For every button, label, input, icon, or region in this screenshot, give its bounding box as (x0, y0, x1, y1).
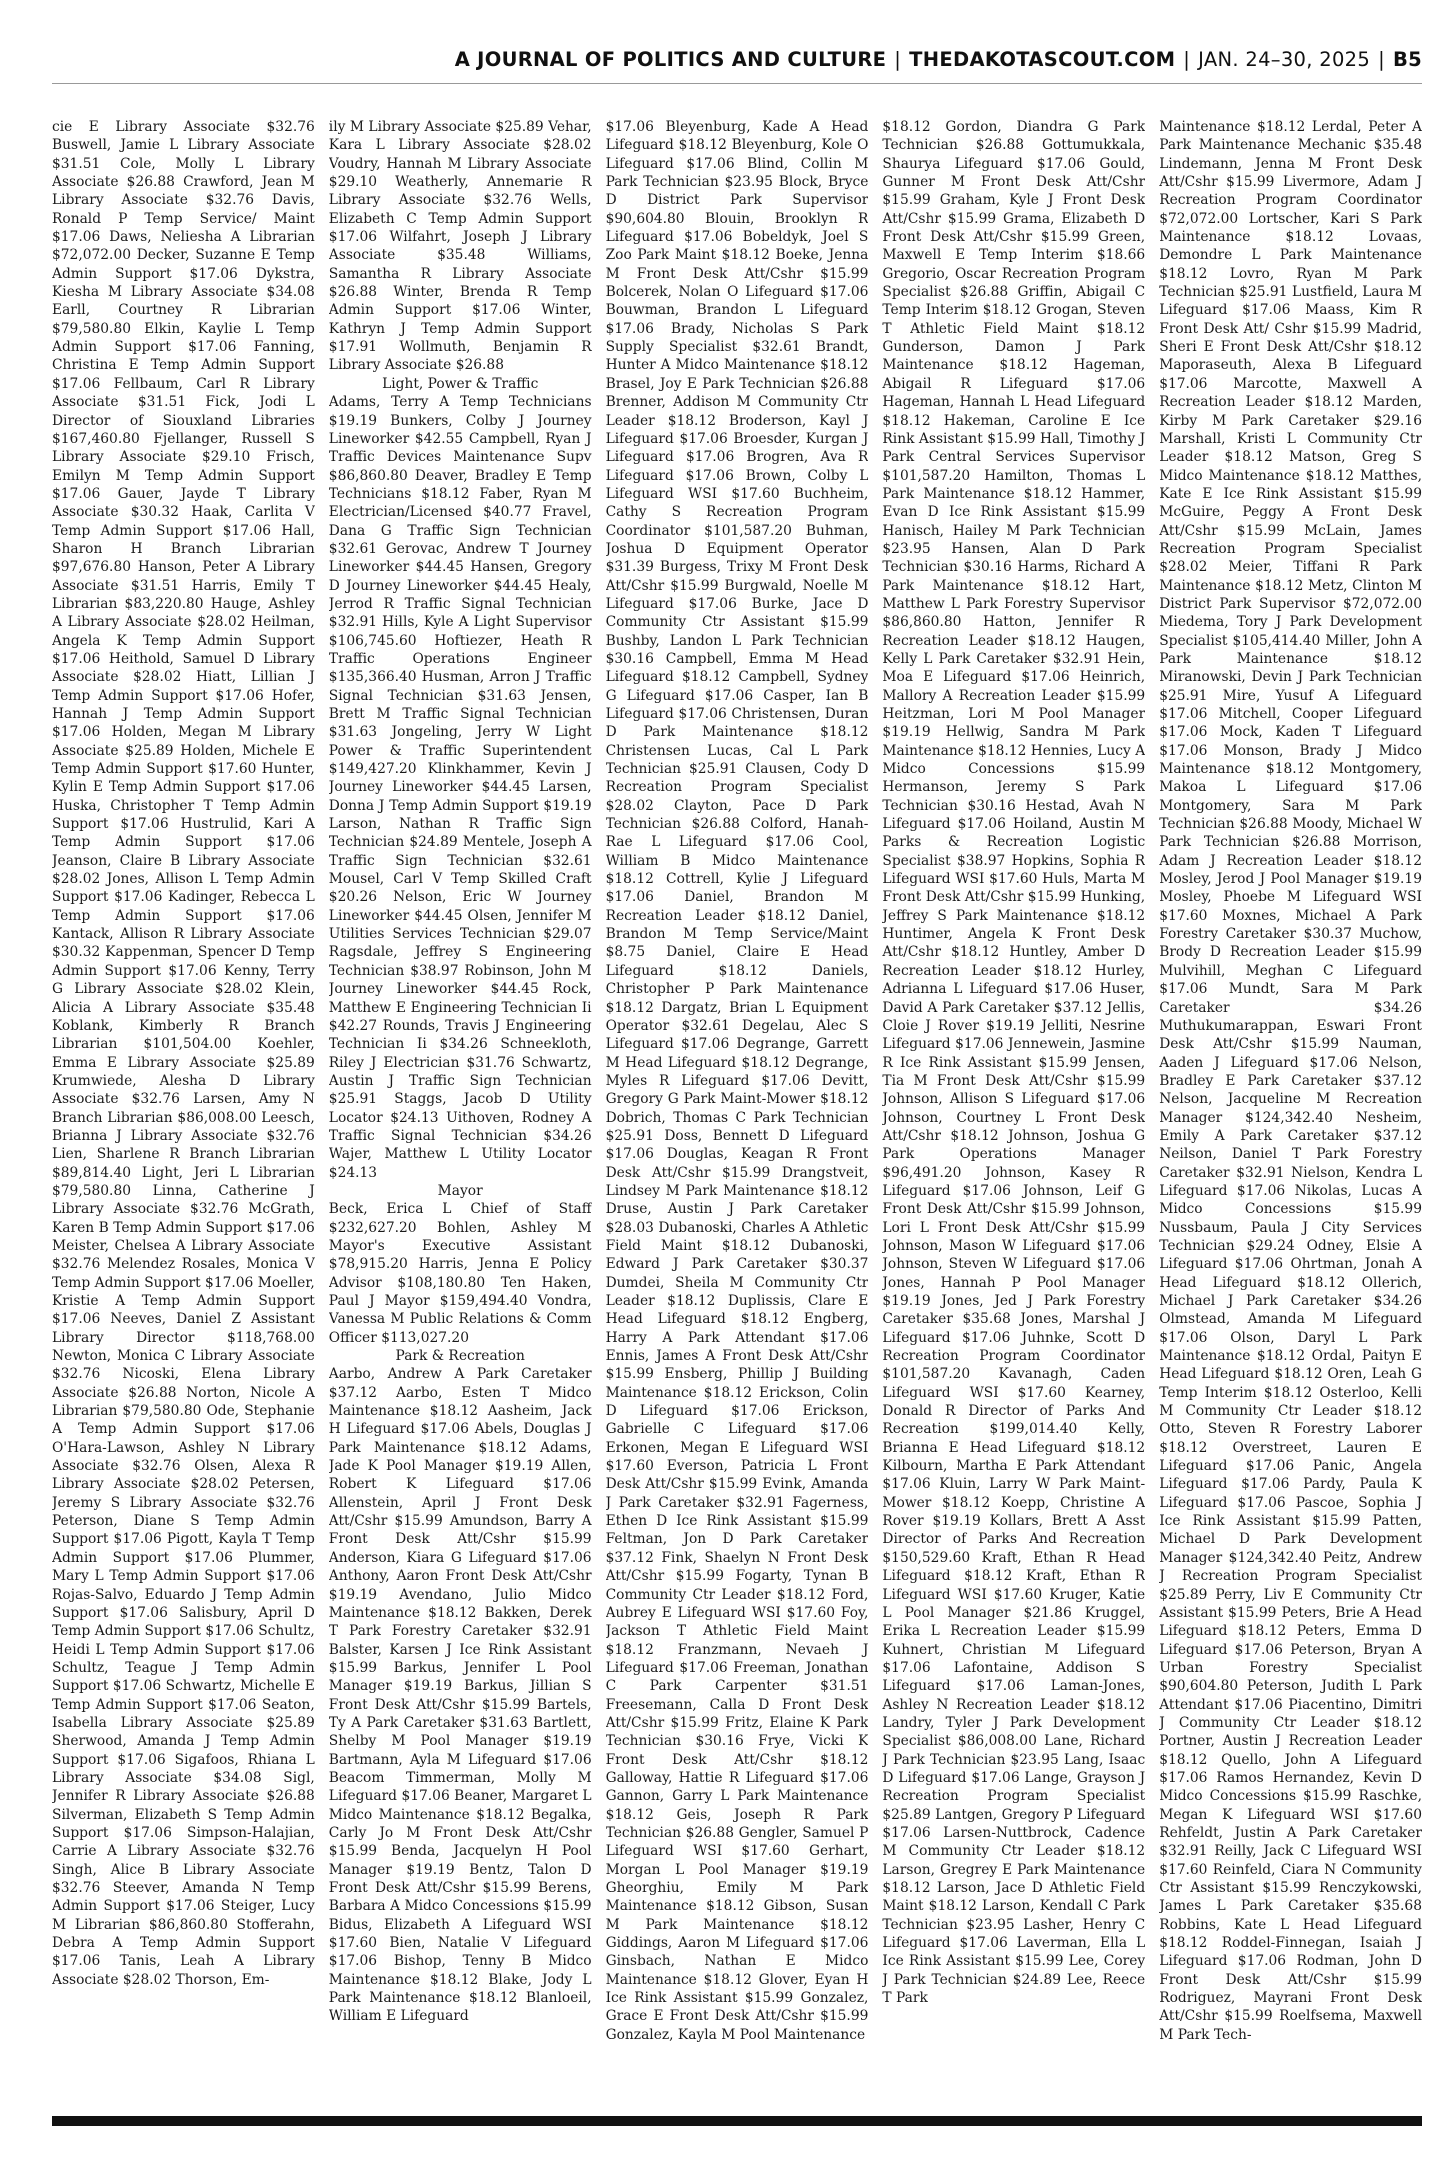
listing-text: $17.06 Bleyenburg, Kade A Head Lifeguard $18.12 Bleyenburg, Kole O Lifeguard $17.06 Blind, Collin M Park Technician $23.95 Block, Bryce D District Park Supervisor $90,604.80 Blouin, Brooklyn R Lifeguard $17.06 Bobeldyk, Joel S Zoo Park Maint $18.12 Boeke, Jenna M Front Desk Att/Cshr $15.99 Bolcerek, Nolan O Lifeguard $17.06 Bouwman, Brandon L Lifeguard $17.06 Brady, Nicholas S Park Supply Specialist $32.61 Brandt, Hunter A Midco Maintenance $18.12 Brasel, Joy E Park Technician $26.88 Brenner, Addison M Community Ctr Leader $18.12 Broderson, Kayl J Lifeguard $17.06 Broesder, Kurgan J Lifeguard $17.06 Brogren, Ava R Lifeguard $17.06 Brown, Colby L Lifeguard WSI $17.60 Buchheim, Cathy S Recreation Program Coordinator $101,587.20 Buhman, Joshua D Equipment Operator $31.39 Burgess, Trixy M Front Desk Att/Cshr $15.99 Burgwald, Noelle M Lifeguard $17.06 Burke, Jace D Community Ctr Assistant $15.99 Bushby, Landon L Park Technician $30.16 Campbell, Emma M Head Lifeguard $18.12 Campbell, Sydney G Lifeguard $17.06 Casper, Ian B Lifeguard $17.06 Christensen, Duran D Park Maintenance $18.12 Christensen Lucas, Cal L Park Technician $25.91 Clausen, Cody D Recreation Program Specialist $28.02 Clayton, Pace D Park Technician $26.88 Colford, Hanah-Rae L Lifeguard $17.06 Cool, William B Midco Maintenance $18.12 Cottrell, Kylie J Lifeguard $17.06 Daniel, Brandon M Recreation Leader $18.12 Daniel, Brandon M Temp Service/Maint $8.75 Daniel, Claire E Head Lifeguard $18.12 Daniels, Christopher P Park Maintenance $18.12 Dargatz, Brian L Equipment Operator $32.61 Degelau, Alec S Lifeguard $17.06 Degrange, Garrett M Head Lifeguard $18.12 Degrange, Myles R Lifeguard $17.06 Devitt, Gregory G Park Maint-Mower $18.12 Dobrich, Thomas C Park Technician $25.91 Doss, Bennett D Lifeguard $17.06 Douglas, Keagan R Front Desk Att/Cshr $15.99 Drangstveit, Lindsey M Park Maintenance $18.12 Druse, Austin J Park Caretaker $28.03 Dubanoski, Charles A Athletic Field Maint $18.12 Dubanoski, Edward J Park Caretaker $30.37 Dumdei, Sheila M Community Ctr Leader $18.12 Duplissis, Clare E Head Lifeguard $18.12 Engberg, Harry A Park Attendant $17.06 Ennis, James A Front Desk Att/Cshr $15.99 Ensberg, Phillip J Building Maintenance $18.12 Erickson, Colin D Lifeguard $17.06 Erickson, Gabrielle C Lifeguard $17.06 Erkonen, Megan E Lifeguard WSI $17.60 Everson, Patricia L Front Desk Att/Cshr $15.99 Evink, Amanda J Park Caretaker $32.91 Fagerness, Ethen D Ice Rink Assistant $15.99 Feltman, Jon D Park Caretaker $37.12 Fink, Shaelyn N Front Desk Att/Cshr $15.99 Fogarty, Tynan B Community Ctr Leader $18.12 Ford, Aubrey E Lifeguard WSI $17.60 Foy, Jackson T Athletic Field Maint $18.12 Franzmann, Nevaeh J Lifeguard $17.06 Freeman, Jonathan C Park Carpenter $31.51 Freesemann, Calla D Front Desk Att/Cshr $15.99 Fritz, Elaine K Park Technician $30.16 Frye, Vicki K Front Desk Att/Cshr $18.12 Galloway, Hattie R Lifeguard $17.06 Gannon, Garry L Park Maintenance $18.12 Geis, Joseph R Park Technician $26.88 Gengler, Samuel P Lifeguard WSI $17.60 Gerhart, Morgan L Pool Manager $19.19 Gheorghiu, Emily M Park Maintenance $18.12 Gibson, Susan M Park Maintenance $18.12 Giddings, Aaron M Lifeguard $17.06 Ginsbach, Nathan E Midco Maintenance $18.12 Glover, Eyan H Ice Rink Assistant $15.99 Gonzalez, Grace E Front Desk Att/Cshr $15.99 Gonzalez, Kayla M Pool Maintenance (605, 119, 869, 2043)
page-header (0, 0, 1456, 124)
listing-text: Maintenance $18.12 Lerdal, Peter A Park Maintenance Mechanic $35.48 Lindemann, Jenna M Front Desk Att/Cshr $15.99 Livermore, Adam J Recreation Program Coordinator $72,072.00 Lortscher, Kari S Park Maintenance $18.12 Lovaas, Demondre L Park Maintenance $18.12 Lovro, Ryan M Park Technician $25.91 Lustfield, Laura M Lifeguard $17.06 Maass, Kim R Front Desk Att/ Cshr $15.99 Madrid, Sheri E Front Desk Att/Cshr $18.12 Maporaseuth, Alexa B Lifeguard $17.06 Marcotte, Maxwell A Recreation Leader $18.12 Marden, Kirby M Park Caretaker $29.16 Marshall, Kristi L Community Ctr Leader $18.12 Matson, Greg S Midco Maintenance $18.12 Matthes, Kate E Ice Rink Assistant $15.99 McGuire, Peggy A Front Desk Att/Cshr $15.99 McLain, James Recreation Program Specialist $28.02 Meier, Tiffani R Park Maintenance $18.12 Metz, Clinton M District Park Supervisor $72,072.00 Miedema, Tory J Park Development Specialist $105,414.40 Miller, John A Park Maintenance $18.12 Miranowski, Devin J Park Technician $25.91 Mire, Yusuf A Lifeguard $17.06 Mitchell, Cooper Lifeguard $17.06 Mock, Kaden T Lifeguard $17.06 Monson, Brady J Midco Maintenance $18.12 Montgomery, Makoa L Lifeguard $17.06 Montgomery, Sara M Park Technician $26.88 Moody, Michael W Park Technician $26.88 Morrison, Adam J Recreation Leader $18.12 Mosley, Jerod J Pool Manager $19.19 Mosley, Phoebe M Lifeguard WSI $17.60 Moxnes, Michael A Park Forestry Caretaker $30.37 Muchow, Brody D Recreation Leader $15.99 Mulvihill, Meghan C Lifeguard $17.06 Mundt, Sara M Park Caretaker $34.26 Muthukumarappan, Eswari Front Desk Att/Cshr $15.99 Nauman, Aaden J Lifeguard $17.06 Nelson, Bradley E Park Caretaker $37.12 Nelson, Jacqueline M Recreation Manager $124,342.40 Nesheim, Emily A Park Caretaker $37.12 Neilson, Daniel T Park Forestry Caretaker $32.91 Nielson, Kendra L Lifeguard $17.06 Nikolas, Lucas A Midco Concessions $15.99 Nussbaum, Paula J City Services Technician $29.24 Odney, Elsie A Lifeguard $17.06 Ohrtman, Jonah A Head Lifeguard $18.12 Ollerich, Michael J Park Caretaker $34.26 Olmstead, Amanda M Lifeguard $17.06 Olson, Daryl L Park Maintenance $18.12 Ordal, Paityn E Head Lifeguard $18.12 Oren, Leah G Temp Interim $18.12 Osterloo, Kelli M Community Ctr Leader $18.12 Otto, Steven R Forestry Laborer $18.12 Overstreet, Lauren E Lifeguard $17.06 Panic, Angela Lifeguard $17.06 Pardy, Paula K Lifeguard $17.06 Pascoe, Sophia J Ice Rink Assistant $15.99 Patten, Michael D Park Development Manager $124,342.40 Peitz, Andrew J Recreation Program Specialist $25.89 Perry, Liv E Community Ctr Assistant $15.99 Peters, Brie A Head Lifeguard $18.12 Peters, Emma D Lifeguard $17.06 Peterson, Bryan A Urban Forestry Specialist $90,604.80 Peterson, Judith L Park Attendant $17.06 Piacentino, Dimitri J Community Ctr Leader $18.12 Portner, Austin J Recreation Leader $18.12 Quello, John A Lifeguard $17.06 Ramos Hernandez, Kevin D Midco Concessions $15.99 Raschke, Megan K Lifeguard WSI $17.60 Rehfeldt, Justin A Park Caretaker $32.91 Reilly, Jack C Lifeguard WSI $17.60 Reinfeld, Ciara N Community Ctr Assistant $15.99 Renczykowski, James L Park Caretaker $35.68 Robbins, Kate L Head Lifeguard $18.12 Roddel-Finnegan, Isaiah J Lifeguard $17.06 Rodman, John D Front Desk Att/Cshr $15.99 Rodriguez, Mayrani Front Desk Att/Cshr $15.99 Roelfsema, Maxwell M Park Tech- (1159, 119, 1422, 2043)
department-heading: Park & Recreation (395, 1348, 525, 1365)
listing-text: Beck, Erica L Chief of Staff $232,627.20 Bohlen, Ashley M Mayor's Executive Assistant $78,915.20 Harris, Jenna E Policy Advisor $108,180.80 Ten Haken, Paul J Mayor $159,494.40 Vondra, Vanessa M Public Relations & Comm Officer $113,027.20 (328, 1201, 592, 1346)
issue-date: JAN. 24–30, 2025 (1198, 48, 1371, 71)
publication-tagline: A JOURNAL OF POLITICS AND CULTURE (454, 48, 887, 71)
page-number: B5 (1392, 48, 1422, 71)
listing-text: cie E Library Associate $32.76 Buswell, Jamie L Library Associate $31.51 Cole, Molly L Library Associate $26.88 Crawford, Jean M Library Associate $32.76 Davis, Ronald P Temp Service/ Maint $17.06 Daws, Neliesha A Librarian $72,072.00 Decker, Suzanne E Temp Admin Support $17.06 Dykstra, Kiesha M Library Associate $34.08 Earll, Courtney R Librarian $79,580.80 Elkin, Kaylie L Temp Admin Support $17.06 Fanning, Christina E Temp Admin Support $17.06 Fellbaum, Carl R Library Associate $31.51 Fick, Jodi L Director of Siouxland Libraries $167,460.80 Fjellanger, Russell S Library Associate $29.10 Frisch, Emilyn M Temp Admin Support $17.06 Gauer, Jayde T Library Associate $30.32 Haak, Carlita V Temp Admin Support $17.06 Hall, Sharon H Branch Librarian $97,676.80 Hanson, Peter A Library Associate $31.51 Harris, Emily T Librarian $83,220.80 Hauge, Ashley A Library Associate $28.02 Heilman, Angela K Temp Admin Support $17.06 Heithold, Samuel D Library Associate $28.02 Hiatt, Lillian J Temp Admin Support $17.06 Hofer, Hannah J Temp Admin Support $17.06 Holden, Megan M Library Associate $25.89 Holden, Michele E Temp Admin Support $17.60 Hunter, Kylin E Temp Admin Support $17.06 Huska, Christopher T Temp Admin Support $17.06 Hustrulid, Kari A Temp Admin Support $17.06 Jeanson, Claire B Library Associate $28.02 Jones, Allison L Temp Admin Support $17.06 Kadinger, Rebecca L Temp Admin Support $17.06 Kantack, Allison R Library Associate $30.32 Kappenman, Spencer D Temp Admin Support $17.06 Kenny, Terry G Library Associate $28.02 Klein, Alicia A Library Associate $35.48 Koblank, Kimberly R Branch Librarian $101,504.00 Koehler, Emma E Library Associate $25.89 Krumwiede, Alesha D Library Associate $32.76 Larsen, Amy N Branch Librarian $86,008.00 Leesch, Brianna J Library Associate $32.76 Lien, Sharlene R Branch Librarian $89,814.40 Light, Jeri L Librarian $79,580.80 Linna, Catherine J Library Associate $32.76 McGrath, Karen B Temp Admin Support $17.06 Meister, Chelsea A Library Associate $32.76 Melendez Rosales, Monica V Temp Admin Support $17.06 Moeller, Kristie A Temp Admin Support $17.06 Neeves, Daniel Z Assistant Library Director $118,768.00 Newton, Monica C Library Associate $32.76 Nicoski, Elena Library Associate $26.88 Norton, Nicole A Librarian $79,580.80 Ode, Stephanie A Temp Admin Support $17.06 O'Hara-Lawson, Ashley N Library Associate $32.76 Olsen, Alexa R Library Associate $28.02 Petersen, Jeremy S Library Associate $32.76 Peterson, Diane S Temp Admin Support $17.06 Pigott, Kayla T Temp Admin Support $17.06 Plummer, Mary L Temp Admin Support $17.06 Rojas-Salvo, Eduardo J Temp Admin Support $17.06 Salisbury, April D Temp Admin Support $17.06 Schultz, Heidi L Temp Admin Support $17.06 Schultz, Teague J Temp Admin Support $17.06 Schwartz, Michelle E Temp Admin Support $17.06 Seaton, Isabella Library Associate $25.89 Sherwood, Amanda J Temp Admin Support $17.06 Sigafoos, Rhiana L Library Associate $34.08 Sigl, Jennifer R Library Associate $26.88 Silverman, Elizabeth S Temp Admin Support $17.06 Simpson-Halajian, Carrie A Library Associate $32.76 Singh, Alice B Library Associate $32.76 Steever, Amanda N Temp Admin Support $17.06 Steiger, Lucy M Librarian $86,860.80 Stofferahn, Debra A Temp Admin Support $17.06 Tanis, Leah A Library Associate $28.02 Thorson, Em- (52, 119, 315, 1988)
listing-text: Aarbo, Andrew A Park Caretaker $37.12 Aarbo, Esten T Midco Maintenance $18.12 Aasheim, Jack H Lifeguard $17.06 Abels, Douglas J Park Maintenance $18.12 Adams, Jade K Pool Manager $19.19 Allen, Robert K Lifeguard $17.06 Allenstein, April J Front Desk Att/Cshr $15.99 Amundson, Barry A Front Desk Att/Cshr $15.99 Anderson, Kiara G Lifeguard $17.06 Anthony, Aaron Front Desk Att/Cshr $19.19 Avendano, Julio Midco Maintenance $18.12 Bakken, Derek T Park Forestry Caretaker $32.91 Balster, Karsen J Ice Rink Assistant $15.99 Barkus, Jennifer L Pool Manager $19.19 Barkus, Jillian S Front Desk Att/Cshr $15.99 Bartels, Ty A Park Caretaker $31.63 Bartlett, Shelby M Pool Manager $19.19 Bartmann, Ayla M Lifeguard $17.06 Beacom Timmerman, Molly M Lifeguard $17.06 Beaner, Margaret L Midco Maintenance $18.12 Begalka, Carly Jo M Front Desk Att/Cshr $15.99 Benda, Jacquelyn H Pool Manager $19.19 Bentz, Talon D Front Desk Att/Cshr $15.99 Berens, Barbara A Midco Concessions $15.99 Bidus, Elizabeth A Lifeguard WSI $17.60 Bien, Natalie V Lifeguard $17.06 Bishop, Tenny B Midco Maintenance $18.12 Blake, Jody L Park Maintenance $18.12 Blanloeil, William E Lifeguard (328, 1366, 592, 2025)
text-column-5 (1159, 118, 1422, 2108)
text-column-1 (52, 118, 315, 2108)
header-rule (52, 83, 1422, 84)
listing-text: Adams, Terry A Temp Technicians $19.19 Bunkers, Colby J Journey Lineworker $42.55 Campbell, Ryan J Traffic Devices Maintenance Supv $86,860.80 Deaver, Bradley E Temp Technicians $18.12 Faber, Ryan M Electrician/Licensed $40.77 Fravel, Dana G Traffic Sign Technician $32.61 Gerovac, Andrew T Journey Lineworker $44.45 Hansen, Gregory D Journey Lineworker $44.45 Healy, Jerrod R Traffic Signal Technician $32.91 Hills, Kyle A Light Supervisor $106,745.60 Hoftiezer, Heath R Traffic Operations Engineer $135,366.40 Husman, Arron J Traffic Signal Technician $31.63 Jensen, Brett M Traffic Signal Technician $31.63 Jongeling, Jerry W Light Power & Traffic Superintendent $149,427.20 Klinkhammer, Kevin J Journey Lineworker $44.45 Larsen, Donna J Temp Admin Support $19.19 Larson, Nathan R Traffic Sign Technician $24.89 Mentele, Joseph A Traffic Sign Technician $32.61 Mousel, Carl V Temp Skilled Craft $20.26 Nelson, Eric W Journey Lineworker $44.45 Olsen, Jennifer M Utilities Services Technician $29.07 Ragsdale, Jeffrey S Engineering Technician $38.97 Robinson, John M Journey Lineworker $44.45 Rock, Matthew E Engineering Technician Ii $42.27 Rounds, Travis J Engineering Technician Ii $34.26 Schneekloth, Riley J Electrician $31.76 Schwartz, Austin J Traffic Sign Technician $25.91 Staggs, Jacob D Utility Locator $24.13 Uithoven, Rodney A Traffic Signal Technician $34.26 Wajer, Matthew L Utility Locator $24.13 (328, 394, 592, 1181)
footer-rule (52, 2116, 1422, 2126)
text-column-4 (882, 118, 1145, 2108)
salary-listing (52, 118, 1422, 2108)
site-name: THEDAKOTASCOUT.COM (909, 48, 1176, 71)
text-column-3 (606, 118, 869, 2108)
listing-text: $18.12 Gordon, Diandra G Park Technician $26.88 Gottumukkala, Shaurya Lifeguard $17.06 Gould, Gunner M Front Desk Att/Cshr $15.99 Graham, Kyle J Front Desk Att/Cshr $15.99 Grama, Elizabeth D Front Desk Att/Cshr $15.99 Green, Maxwell E Temp Interim $18.66 Gregorio, Oscar Recreation Program Specialist $26.88 Griffin, Abigail C Temp Interim $18.12 Grogan, Steven T Athletic Field Maint $18.12 Gunderson, Damon J Park Maintenance $18.12 Hageman, Abigail R Lifeguard $17.06 Hageman, Hannah L Head Lifeguard $18.12 Hakeman, Caroline E Ice Rink Assistant $15.99 Hall, Timothy J Park Central Services Supervisor $101,587.20 Hamilton, Thomas L Park Maintenance $18.12 Hammer, Evan D Ice Rink Assistant $15.99 Hanisch, Hailey M Park Technician $23.95 Hansen, Alan D Park Technician $30.16 Harms, Richard A Park Maintenance $18.12 Hart, Matthew L Park Forestry Supervisor $86,860.80 Hatton, Jennifer R Recreation Leader $18.12 Haugen, Kelly L Park Caretaker $32.91 Hein, Moa E Lifeguard $17.06 Heinrich, Mallory A Recreation Leader $15.99 Heitzman, Lori M Pool Manager $19.19 Hellwig, Sandra M Park Maintenance $18.12 Hennies, Lucy A Midco Concessions $15.99 Hermanson, Jeremy S Park Technician $30.16 Hestad, Avah N Lifeguard $17.06 Hoiland, Austin M Parks & Recreation Logistic Specialist $38.97 Hopkins, Sophia R Lifeguard WSI $17.60 Huls, Marta M Front Desk Att/Cshr $15.99 Hunking, Jeffrey S Park Maintenance $18.12 Huntimer, Angela K Front Desk Att/Cshr $18.12 Huntley, Amber D Recreation Leader $18.12 Hurley, Adrianna L Lifeguard $17.06 Huser, David A Park Caretaker $37.12 Jellis, Cloie J Rover $19.19 Jelliti, Nesrine Lifeguard $17.06 Jennewein, Jasmine R Ice Rink Assistant $15.99 Jensen, Tia M Front Desk Att/Cshr $15.99 Johnson, Allison S Lifeguard $17.06 Johnson, Courtney L Front Desk Att/Cshr $18.12 Johnson, Joshua G Park Operations Manager $96,491.20 Johnson, Kasey R Lifeguard $17.06 Johnson, Leif G Front Desk Att/Cshr $15.99 Johnson, Lori L Front Desk Att/Cshr $15.99 Johnson, Mason W Lifeguard $17.06 Johnson, Steven W Lifeguard $17.06 Jones, Hannah P Pool Manager $19.19 Jones, Jed J Park Forestry Caretaker $35.68 Jones, Marshal J Lifeguard $17.06 Juhnke, Scott D Recreation Program Coordinator $101,587.20 Kavanagh, Caden Lifeguard WSI $17.60 Kearney, Donald R Director of Parks And Recreation $199,014.40 Kelly, Brianna E Head Lifeguard $18.12 Kilbourn, Martha E Park Attendant $17.06 Kluin, Larry W Park Maint-Mower $18.12 Koepp, Christine A Rover $19.19 Kollars, Brett A Asst Director of Parks And Recreation $150,529.60 Kraft, Ethan R Head Lifeguard $18.12 Kraft, Ethan R Lifeguard WSI $17.60 Kruger, Katie L Pool Manager $21.86 Kruggel, Erika L Recreation Leader $15.99 Kuhnert, Christian M Lifeguard $17.06 Lafontaine, Addison S Lifeguard $17.06 Laman-Jones, Ashley N Recreation Leader $18.12 Landry, Tyler J Park Development Specialist $86,008.00 Lane, Richard J Park Technician $23.95 Lang, Isaac D Lifeguard $17.06 Lange, Grayson J Recreation Program Specialist $25.89 Lantgen, Gregory P Lifeguard $17.06 Larsen-Nuttbrock, Cadence M Community Ctr Leader $18.12 Larson, Gregrey E Park Maintenance $18.12 Larson, Jace D Athletic Field Maint $18.12 Larson, Kendall C Park Technician $23.95 Lasher, Henry C Lifeguard $17.06 Laverman, Ella L Ice Rink Assistant $15.99 Lee, Corey J Park Technician $24.89 Lee, Reece T Park (882, 119, 1146, 2007)
masthead-line: A JOURNAL OF POLITICS AND CULTURE | THEDAKOTASCOUT.COM | JAN. 24–30, 2025 | B5 (454, 48, 1422, 71)
department-heading: Mayor (437, 1182, 483, 1199)
department-heading: Light, Power & Traffic (382, 375, 539, 392)
text-column-2 (329, 118, 592, 2108)
listing-text: ily M Library Associate $25.89 Vehar, Kara L Library Associate $28.02 Voudry, Hannah M Library Associate $29.10 Weatherly, Annemarie R Library Associate $32.76 Wells, Elizabeth C Temp Admin Support $17.06 Wilfahrt, Joseph J Library Associate $35.48 Williams, Samantha R Library Associate $26.88 Winter, Brenda R Temp Admin Support $17.06 Winter, Kathryn J Temp Admin Support $17.91 Wollmuth, Benjamin R Library Associate $26.88 (328, 119, 592, 374)
